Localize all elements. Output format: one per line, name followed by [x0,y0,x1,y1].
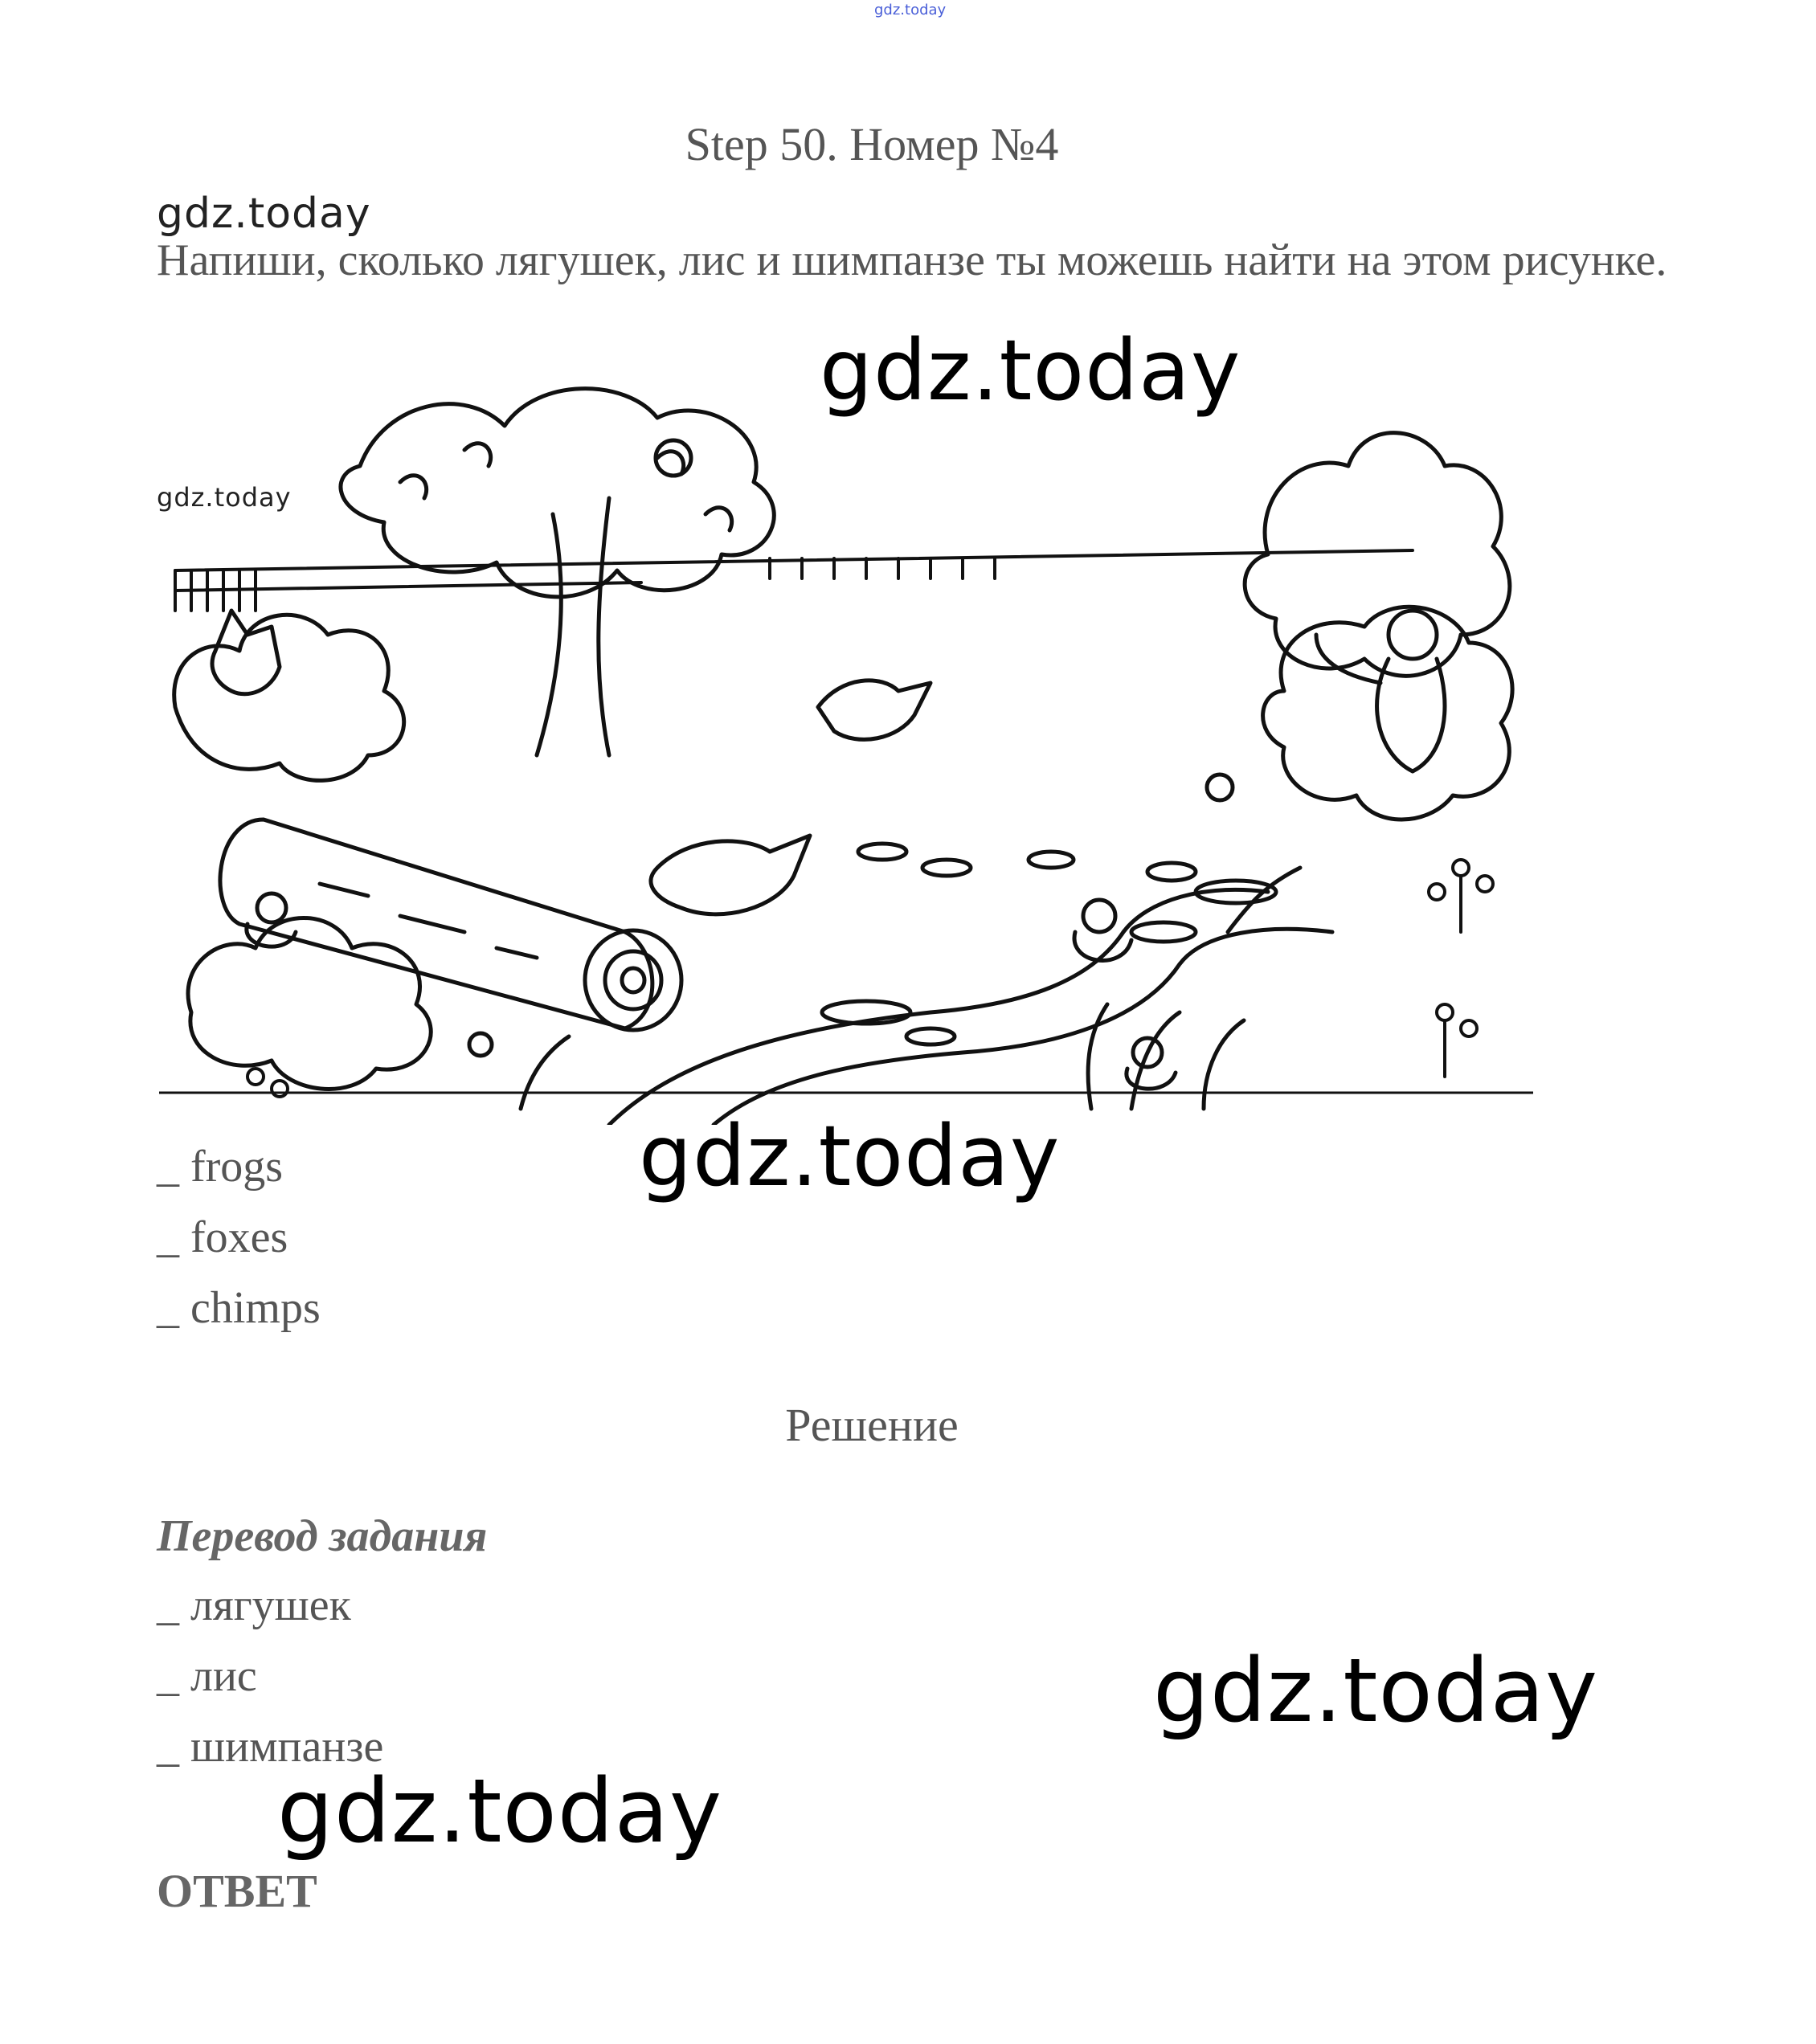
watermark-small: gdz.today [157,190,371,238]
forest-illustration [159,370,1533,1125]
translation-line-frogs: _ лягушек [157,1580,351,1630]
watermark-large: gdz.today [1153,1639,1599,1742]
right-bush [1245,433,1510,677]
top-watermark: gdz.today [874,2,947,18]
translation-line-chimps: _ шимпанзе [157,1722,384,1772]
answer-heading: ОТВЕТ [157,1865,317,1917]
fox [212,611,280,694]
translation-heading: Перевод задания [157,1511,488,1561]
answer-line-chimps: _ chimps [157,1283,321,1333]
fallen-log [220,820,681,1030]
tree-trunk [537,498,609,755]
chimp [656,440,1445,771]
watermark-small: gdz.today [157,482,292,513]
page-title: Step 50. Номер №4 [685,118,1059,170]
fence [175,550,1413,611]
watermark-large: gdz.today [820,321,1241,419]
watermark-large: gdz.today [277,1760,723,1862]
task-instruction: Напиши, сколько лягушек, лис и шимпанзе ты можешь найти на этом рисунке. [157,235,1667,285]
answer-line-frogs: _ frogs [157,1142,284,1192]
frogs [247,775,1233,1089]
watermark-large: gdz.today [639,1107,1061,1205]
answer-line-foxes: _ foxes [157,1212,288,1262]
left-bush [174,615,404,780]
stream [609,889,1332,1125]
translation-line-foxes: _ лис [157,1651,257,1701]
solution-heading: Решение [785,1399,959,1451]
